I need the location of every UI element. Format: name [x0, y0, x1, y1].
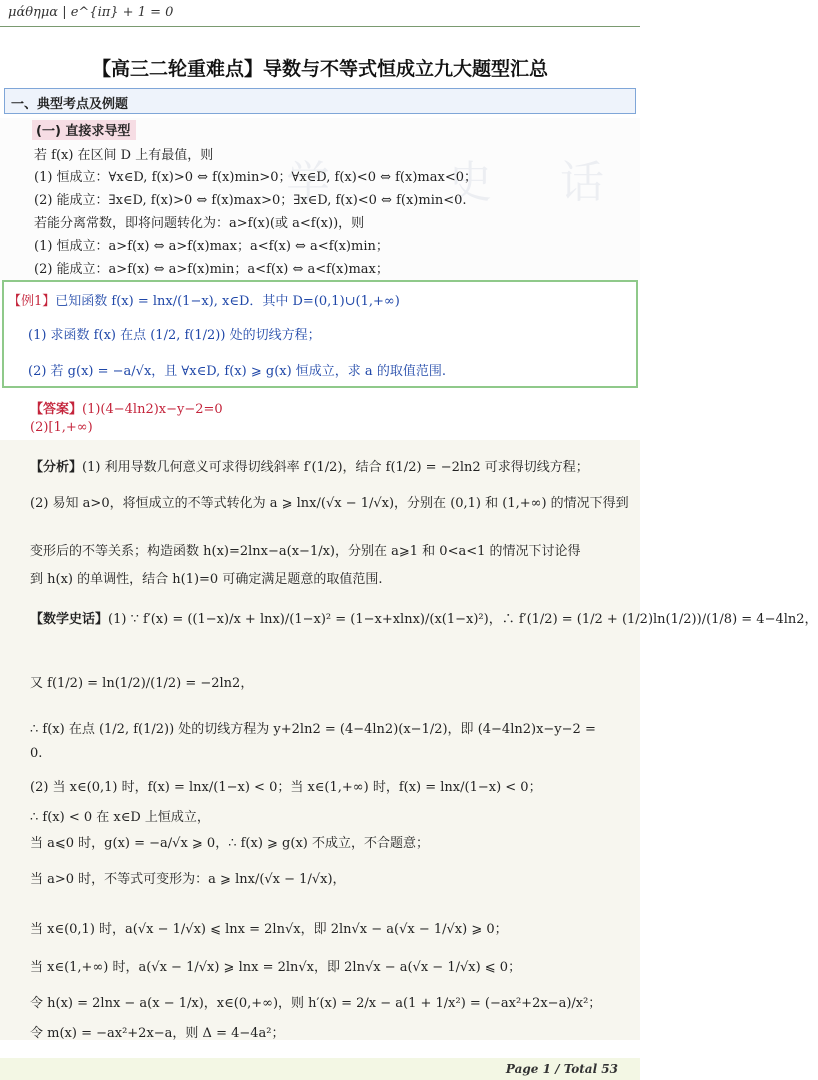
- example-line-3: (2) 若 g(x) = −a/√x，且 ∀x∈D, f(x) ⩾ g(x) 恒成立，求 a 的取值范围.: [28, 364, 446, 379]
- theory-line: 若能分离常数，即将问题转化为：a>f(x)(或 a<f(x))，则: [34, 216, 365, 231]
- page-title: 【高三二轮重难点】导数与不等式恒成立九大题型汇总: [91, 58, 548, 80]
- answer-line-1: [30, 398, 223, 417]
- solution-line: 当 x∈(1,+∞) 时，a(√x − 1/√x) ⩾ lnx = 2ln√x，即 2ln√x − a(√x − 1/√x) ⩽ 0；: [30, 960, 522, 975]
- solution-line: 又 f(1/2) = ln(1/2)/(1/2) = −2ln2，: [30, 676, 254, 691]
- solution-panel: [0, 440, 640, 1040]
- solution-line: 当 a>0 时，不等式可变形为：a ⩾ lnx/(√x − 1/√x)，: [30, 872, 346, 887]
- solution-line: 当 x∈(0,1) 时，a(√x − 1/√x) ⩽ lnx = 2ln√x，即 2ln√x − a(√x − 1/√x) ⩾ 0；: [30, 922, 508, 937]
- analysis-line-1: [30, 456, 589, 475]
- analysis-text: (1) 利用导数几何意义可求得切线斜率 f′(1/2)，结合 f(1/2) = −2ln2 可求得切线方程；: [82, 460, 589, 475]
- answer-tag: 【答案】: [30, 402, 83, 417]
- example-line-2: (1) 求函数 f(x) 在点 (1/2, f(1/2)) 处的切线方程；: [28, 328, 321, 343]
- analysis-tag: 【分析】: [30, 460, 83, 475]
- theory-line: (2) 能成立：∃x∈D, f(x)>0 ⇔ f(x)max>0；∃x∈D, f(x)<0 ⇔ f(x)min<0.: [34, 193, 467, 208]
- solution-line: 0.: [30, 746, 43, 761]
- theory-line: (1) 恒成立：∀x∈D, f(x)>0 ⇔ f(x)min>0；∀x∈D, f(x)<0 ⇔ f(x)max<0；: [34, 170, 477, 185]
- solution-line: (2) 当 x∈(0,1) 时，f(x) = lnx/(1−x) < 0；当 x∈(1,+∞) 时，f(x) = lnx/(1−x) < 0；: [30, 780, 542, 795]
- header-logo-text: μάθημα | e^{iπ} + 1 = 0: [8, 5, 174, 20]
- example-text: 已知函数 f(x) = lnx/(1−x), x∈D．其中 D=(0,1)∪(1,+∞): [55, 294, 400, 309]
- solution-line: 当 a⩽0 时，g(x) = −a/√x ⩾ 0，∴ f(x) ⩾ g(x) 不成立，不合题意；: [30, 836, 429, 851]
- solution-tag: 【数学史话】: [30, 612, 109, 627]
- answer-part-2: (2)[1,+∞): [30, 420, 93, 435]
- solution-line: ∴ f(x) < 0 在 x∈D 上恒成立，: [30, 810, 210, 825]
- example-line-1: [8, 290, 400, 309]
- section-heading: [4, 88, 636, 114]
- solution-text: (1) ∵ f′(x) = ((1−x)/x + lnx)/(1−x)² = (1−x+xlnx)/(x(1−x)²)，∴ f′(1/2) = (1/2 + (1/2)ln(1/2))/(1/8) = 4−4ln2，: [108, 612, 818, 627]
- analysis-line-3: 变形后的不等关系；构造函数 h(x)=2lnx−a(x−1/x)，分别在 a⩾1 和 0<a<1 的情况下讨论得: [30, 544, 581, 559]
- theory-line: (2) 能成立：a>f(x) ⇔ a>f(x)min；a<f(x) ⇔ a<f(x)max；: [34, 262, 389, 277]
- analysis-line-4: 到 h(x) 的单调性，结合 h(1)=0 可确定满足题意的取值范围.: [30, 572, 383, 587]
- example-tag: 【例1】: [8, 294, 56, 309]
- theory-line: (1) 恒成立：a>f(x) ⇔ a>f(x)max；a<f(x) ⇔ a<f(x)min；: [34, 239, 389, 254]
- solution-line-1: [30, 608, 818, 627]
- solution-line: 令 h(x) = 2lnx − a(x − 1/x)，x∈(0,+∞)，则 h′(x) = 2/x − a(1 + 1/x²) = (−ax²+2x−a)/x²；: [30, 996, 602, 1011]
- section-heading-label: 一、典型考点及例题: [11, 97, 129, 112]
- watermark-char: 史: [448, 157, 492, 208]
- header-rule: [0, 26, 640, 27]
- page-header: [0, 0, 640, 28]
- answer-part-1: (1)(4−4ln2)x−y−2=0: [82, 402, 223, 417]
- page-number: Page 1 / Total 53: [505, 1062, 618, 1076]
- solution-line: 令 m(x) = −ax²+2x−a，则 Δ = 4−4a²；: [30, 1026, 285, 1041]
- watermark-char: 话: [560, 157, 604, 208]
- subsection-heading: (一) 直接求导型: [32, 120, 136, 140]
- solution-line: ∴ f(x) 在点 (1/2, f(1/2)) 处的切线方程为 y+2ln2 = (4−4ln2)(x−1/2)，即 (4−4ln2)x−y−2 =: [30, 722, 596, 737]
- page-footer: [0, 1058, 640, 1080]
- example-box: [2, 280, 638, 388]
- theory-line: 若 f(x) 在区间 D 上有最值，则: [34, 148, 214, 163]
- watermark-char: 学: [286, 157, 330, 208]
- analysis-line-2: (2) 易知 a>0，将恒成立的不等式转化为 a ⩾ lnx/(√x − 1/√x)，分别在 (0,1) 和 (1,+∞) 的情况下得到: [30, 496, 629, 511]
